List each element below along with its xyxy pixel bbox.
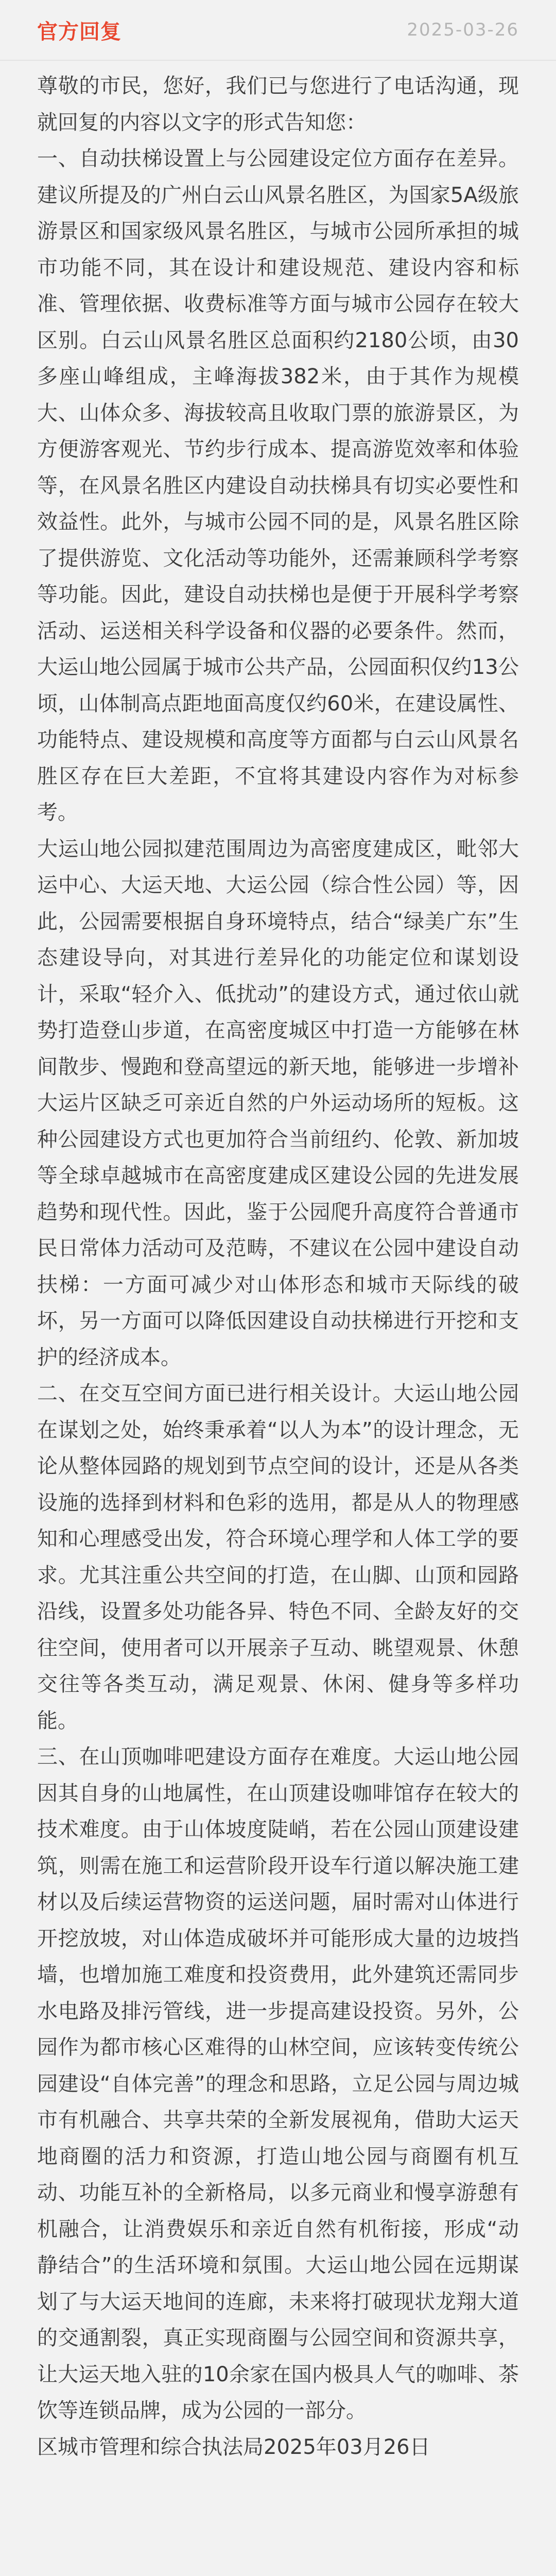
reply-paragraph-escalator: 一、自动扶梯设置上与公园建设定位方面存在差异。建议所提及的广州白云山风景名胜区，为国家5A级旅游景区和国家级风景名胜区，与城市公园所承担的城市功能不同，其在设计和建设规范、建设内容和标准、管理依据、收费标准等方面与城市公园存在较大区别。白云山风景名胜区总面积约2180公顷，由30多座山峰组成，主峰海拔382米，由于其作为规模大、山体众多、海拔较高且收取门票的旅游景区，为方便游客观光、节约步行成本、提高游览效率和体验等，在风景名胜区内建设自动扶梯具有切实必要性和效益性。此外，与城市公园不同的是，风景名胜区除了提供游览、文化活动等功能外，还需兼顾科学考察等功能。因此，建设自动扶梯也是便于开展科学考察活动、运送相关科学设备和仪器的必要条件。然而，大运山地公园属于城市公共产品，公园面积仅约13公顷，山体制高点距地面高度仅约60米，在建设属性、功能特点、建设规模和高度等方面都与白云山风景名胜区存在巨大差距，不宜将其建设内容作为对标参考。: [37, 147, 519, 824]
reply-title: 官方回复: [37, 20, 121, 44]
reply-greeting: 尊敬的市民，您好，我们已与您进行了电话沟通，现就回复的内容以文字的形式告知您：: [37, 74, 519, 134]
reply-signature: 区城市管理和综合执法局2025年03月26日: [37, 2435, 430, 2459]
reply-paragraph-cafe: 三、在山顶咖啡吧建设方面存在难度。大运山地公园因其自身的山地属性，在山顶建设咖啡馆存在较大的技术难度。由于山体坡度陡峭，若在公园山顶建设建筑，则需在施工和运营阶段开设车行道以解决施工建材以及后续运营物资的运送问题，届时需对山体进行开挖放坡，对山体造成破坏并可能形成大量的边坡挡墙，也增加施工难度和投资费用，此外建筑还需同步水电路及排污管线，进一步提高建设投资。另外，公园作为都市核心区难得的山林空间，应该转变传统公园建设“自体完善”的理念和思路，立足公园与周边城市有机融合、共享共荣的全新发展视角，借助大运天地商圈的活力和资源，打造山地公园与商圈有机互动、功能互补的全新格局，以多元商业和慢享游憩有机融合，让消费娱乐和亲近自然有机衔接，形成“动静结合”的生活环境和氛围。大运山地公园在远期谋划了与大运天地间的连廊，未来将打破现状龙翔大道的交通割裂，真正实现商圈与公园空间和资源共享，让大运天地入驻的10余家在国内极具人气的咖啡、茶饮等连锁品牌，成为公园的一部分。: [37, 1745, 519, 2422]
reply-paragraph-park-positioning: 大运山地公园拟建范围周边为高密度建成区，毗邻大运中心、大运天地、大运公园（综合性公园）等，因此，公园需要根据自身环境特点，结合“绿美广东”生态建设导向，对其进行差异化的功能定位和谋划设计，采取“轻介入、低扰动”的建设方式，通过依山就势打造登山步道，在高密度城区中打造一方能够在林间散步、慢跑和登高望远的新天地，能够进一步增补大运片区缺乏可亲近自然的户外运动场所的短板。这种公园建设方式也更加符合当前纽约、伦敦、新加坡等全球卓越城市在高密度建成区建设公园的先进发展趋势和现代性。因此，鉴于公园爬升高度符合普通市民日常体力活动可及范畴，不建议在公园中建设自动扶梯：一方面可减少对山体形态和城市天际线的破坏，另一方面可以降低因建设自动扶梯进行开挖和支护的经济成本。: [37, 837, 519, 1369]
reply-header: [0, 0, 556, 61]
reply-paragraph-interaction-space: 二、在交互空间方面已进行相关设计。大运山地公园在谋划之处，始终秉承着“以人为本”的设计理念，无论从整体园路的规划到节点空间的设计，还是从各类设施的选择到材料和色彩的选用，都是从人的物理感知和心理感受出发，符合环境心理学和人体工学的要求。尤其注重公共空间的打造，在山脚、山顶和园路沿线，设置多处功能各异、特色不同、全龄友好的交往空间，使用者可以开展亲子互动、眺望观景、休憩交往等各类互动，满足观景、休闲、健身等多样功能。: [37, 1382, 519, 1733]
reply-date: 2025-03-26: [407, 20, 519, 40]
reply-body: [0, 61, 556, 2465]
